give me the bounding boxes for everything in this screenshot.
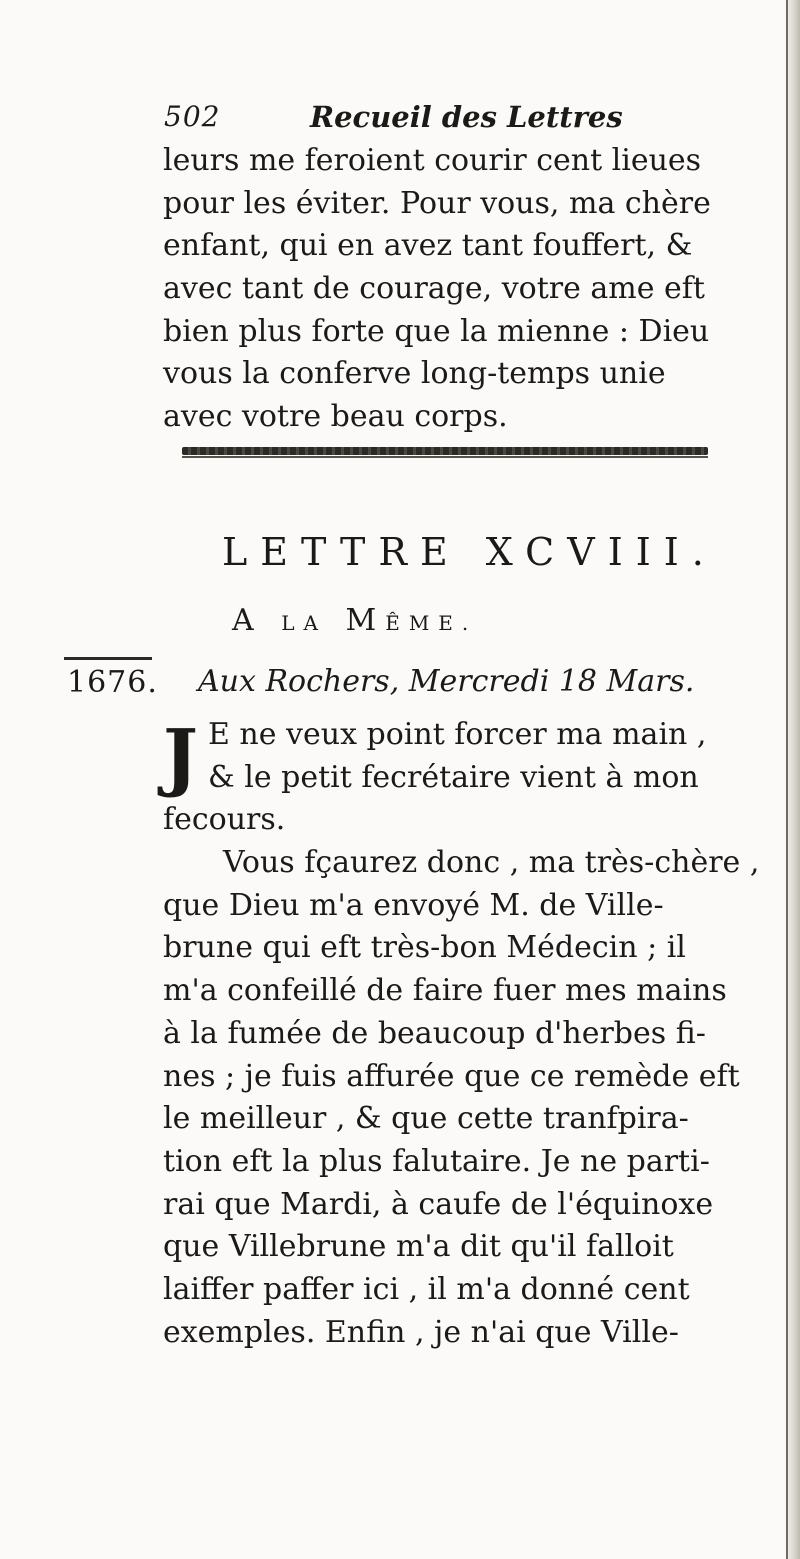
text-line: laiffer paffer ici , il m'a donné cent <box>163 1271 690 1307</box>
text-line: brune qui eft très-bon Médecin ; il <box>163 930 686 966</box>
letter-body <box>163 714 783 1354</box>
addressee-initial: M <box>345 603 386 638</box>
text-line: rai que Mardi, à caufe de l'équinoxe <box>163 1186 714 1222</box>
addressee-prefix: A <box>232 603 263 638</box>
text-line: m'a confeillé de faire fuer mes mains <box>163 973 727 1009</box>
text-line: que Villebrune m'a dit qu'il falloit <box>163 1229 674 1265</box>
text-line: pour les éviter. Pour vous, ma chère <box>163 185 711 221</box>
text-line: leurs me feroient courir cent lieues <box>163 143 702 178</box>
page-edge-line <box>786 0 788 1559</box>
text-line: exemples. Enfin , je n'ai que Ville- <box>163 1314 679 1350</box>
letter-addressee <box>232 603 477 638</box>
text-line: bien plus forte que la mienne : Dieu <box>163 313 710 349</box>
text-line: que Dieu m'a envoyé M. de Ville- <box>163 887 664 923</box>
text-line: & le petit fecrétaire vient à mon <box>208 759 699 795</box>
addressee-rest: ÊME. <box>385 611 478 635</box>
text-line: enfant, qui en avez tant fouffert, & <box>163 228 693 264</box>
text-line: avec tant de courage, votre ame eft <box>163 271 705 307</box>
text-line: nes ; je fuis affurée que ce remède eft <box>163 1058 740 1094</box>
margin-rule <box>64 657 152 660</box>
text-line: fecours. <box>163 802 286 838</box>
separator-underline <box>182 456 708 458</box>
page-number: 502 <box>164 100 221 133</box>
text-line: vous la conferve long-temps unie <box>163 356 666 392</box>
addressee-article: LA <box>281 611 327 635</box>
page-header <box>160 100 760 144</box>
drop-cap: J <box>163 714 199 800</box>
continuation-paragraph <box>163 140 783 439</box>
text-line: avec votre beau corps. <box>163 399 508 435</box>
ornamental-separator <box>182 447 708 455</box>
letter-dateline: Aux Rochers, Mercredi 18 Mars. <box>198 664 695 699</box>
text-line: à la fumée de beaucoup d'herbes fi- <box>163 1015 706 1051</box>
text-line: tion eft la plus falutaire. Je ne parti- <box>163 1143 710 1179</box>
margin-year: 1676. <box>67 665 158 700</box>
text-line: E ne veux point forcer ma main , <box>208 717 707 752</box>
running-title: Recueil des Lettres <box>310 100 623 134</box>
page-edge-shadow <box>786 0 800 1559</box>
text-line: Vous fçaurez donc , ma très-chère , <box>223 845 760 881</box>
letter-title: LETTRE XCVIII. <box>222 530 717 574</box>
text-line: le meilleur , & que cette tranfpira- <box>163 1101 689 1137</box>
